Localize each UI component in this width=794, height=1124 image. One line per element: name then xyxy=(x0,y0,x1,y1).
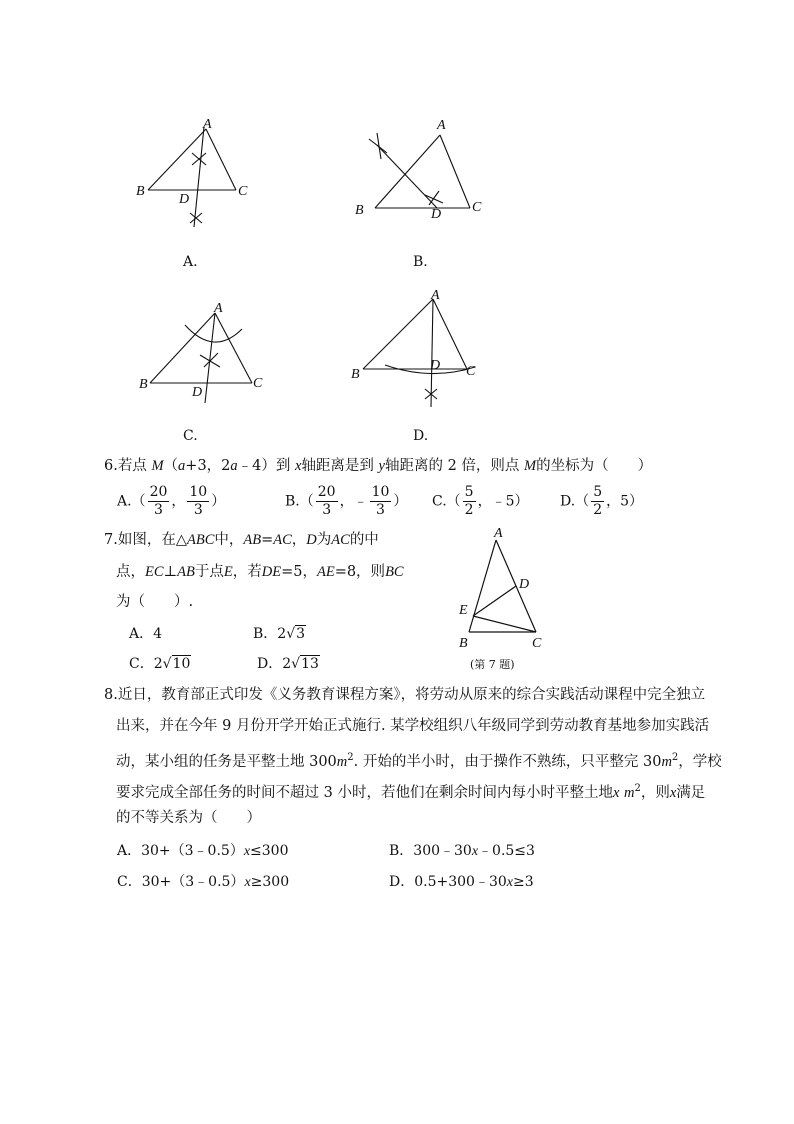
label-d: D xyxy=(431,207,442,222)
label-b: B xyxy=(351,367,360,382)
sqrt: √13 xyxy=(291,656,319,672)
q6-option-c[interactable]: C.（ $\frac{5}{2}$ ，﹣5） xyxy=(432,484,529,518)
side-ac xyxy=(215,313,252,383)
q6-option-d[interactable]: D.（ $\frac{5}{2}$ ，5） xyxy=(560,484,644,518)
q8-option-d[interactable]: D．0.5+300﹣30x≥3 xyxy=(389,874,534,890)
figure-a-caption: A. xyxy=(183,254,198,270)
label-c: C xyxy=(253,376,263,391)
label-a: A xyxy=(437,118,446,133)
figure-d xyxy=(345,285,495,415)
figure-a xyxy=(130,115,260,240)
label-c: C xyxy=(238,184,248,199)
construction-line xyxy=(377,145,437,208)
question-7-line-3: 为（ ）. xyxy=(116,594,194,610)
q8-option-c[interactable]: C．30+（3﹣0.5）x≥300 xyxy=(117,874,290,890)
figure-q7-caption: (第 7 题) xyxy=(470,658,515,671)
label-d: D xyxy=(192,385,203,400)
question-8-line-3: 动，某小组的任务是平整土地 $300m^2$. 开始的半小时，由于操作不熟练，只平整完 $30m^2$，学校 xyxy=(116,752,722,770)
arc-mark-upper xyxy=(192,153,206,165)
question-8-line-5: 的不等关系为（ ） xyxy=(116,810,261,826)
figure-c xyxy=(130,295,270,410)
q7-option-b[interactable]: B．2√3 xyxy=(253,626,306,642)
segment-ec xyxy=(473,616,536,632)
label-a: A xyxy=(203,117,212,132)
fraction: $\frac{20}{3}$ xyxy=(149,484,168,518)
side-ab xyxy=(363,299,433,369)
question-8-line-2: 出来，并在今年 9 月份开学开始正式施行. 某学校组织八年级同学到劳动教育基地参加实践活 xyxy=(116,718,710,734)
side-ac xyxy=(206,129,236,190)
sqrt: √3 xyxy=(286,626,306,642)
figure-b xyxy=(345,113,495,223)
label-b: B xyxy=(139,377,148,392)
sqrt: √10 xyxy=(162,656,191,672)
q7-option-a[interactable]: A．4 xyxy=(129,626,163,642)
fraction: $\frac{5}{2}$ xyxy=(593,484,603,518)
label-a: A xyxy=(214,301,223,316)
question-6-stem: 6.若点 M（a+3，2a﹣4）到 x轴距离是到 y轴距离的 2 倍，则点 M的坐标为（ ） xyxy=(104,458,653,474)
label-d: D xyxy=(179,192,190,207)
label-d: D xyxy=(430,358,441,373)
construction-line xyxy=(431,299,433,407)
question-number: 6. xyxy=(104,458,118,474)
q7-option-d[interactable]: D．2√13 xyxy=(257,656,319,672)
side-ac xyxy=(440,135,470,208)
label-b: B xyxy=(136,184,145,199)
segment-ed xyxy=(473,586,516,616)
label-a: A xyxy=(431,288,440,303)
q6-option-b[interactable]: B.（ $\frac{20}{3}$ ，﹣ $\frac{10}{3}$ ） xyxy=(285,484,408,518)
fraction: $\frac{5}{2}$ xyxy=(464,484,474,518)
label-d: D xyxy=(519,577,530,592)
label-e: E xyxy=(459,603,468,618)
label-b: B xyxy=(459,636,468,651)
side-ab xyxy=(148,129,206,190)
question-number: 7. xyxy=(104,532,118,548)
fraction: $\frac{20}{3}$ xyxy=(317,484,336,518)
figure-q7 xyxy=(452,524,562,652)
construction-line xyxy=(194,127,204,227)
label-c: C xyxy=(532,636,542,651)
figure-d-caption: D. xyxy=(413,428,429,444)
q8-option-b[interactable]: B．300﹣30x﹣0.5≤3 xyxy=(389,843,535,859)
label-b: B xyxy=(355,203,364,218)
q7-option-c[interactable]: C．2√10 xyxy=(129,656,191,672)
fraction: $\frac{10}{3}$ xyxy=(371,484,390,518)
fraction: $\frac{10}{3}$ xyxy=(189,484,208,518)
question-7-line-1: 7.如图，在△ABC中，AB=AC，D为AC的中 xyxy=(104,532,379,548)
question-7-line-2: 点，EC⊥AB于点E，若DE=5，AE=8，则BC xyxy=(116,564,404,580)
figure-b-caption: B. xyxy=(413,254,428,270)
question-number: 8. xyxy=(104,687,118,703)
question-8-line-4: 要求完成全部任务的时间不超过 3 小时，若他们在剩余时间内每小时平整土地x $m^2$，则x满足 xyxy=(116,783,706,801)
side-ab xyxy=(150,313,215,383)
label-a: A xyxy=(494,526,503,541)
arc-mark-lower xyxy=(190,213,202,223)
q8-option-a[interactable]: A．30+（3﹣0.5）x≤300 xyxy=(117,843,289,859)
figure-c-caption: C. xyxy=(183,428,198,444)
label-c: C xyxy=(472,200,482,215)
label-c: C xyxy=(466,364,476,379)
question-8-line-1: 8.近日，教育部正式印发《义务教育课程方案》，将劳动从原来的综合实践活动课程中完全独立 xyxy=(104,687,706,703)
q6-option-a[interactable]: A.（ $\frac{20}{3}$ ， $\frac{10}{3}$ ） xyxy=(117,484,226,518)
arc-mark-upper xyxy=(369,133,387,159)
